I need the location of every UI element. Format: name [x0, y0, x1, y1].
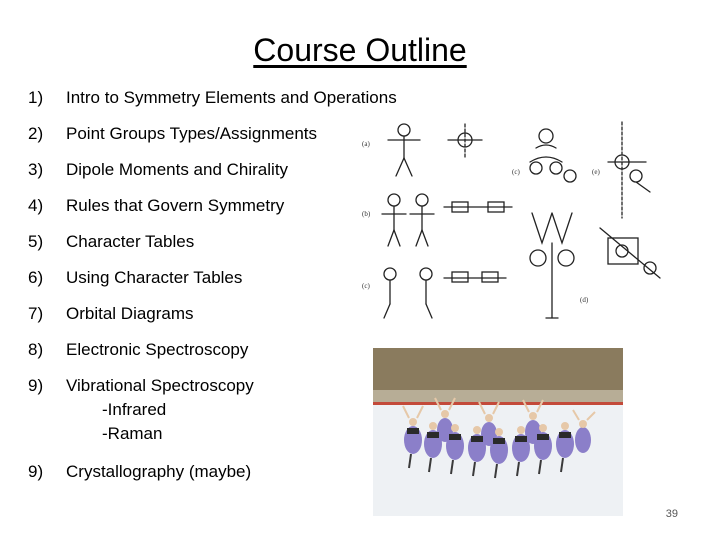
- symmetry-stick-figures-icon: [360, 118, 710, 323]
- item-text: Intro to Symmetry Elements and Operations: [66, 88, 397, 107]
- item-text: Character Tables: [66, 232, 195, 251]
- item-number: 9): [28, 376, 44, 395]
- item-number: 1): [28, 88, 44, 107]
- item-text: [66, 374, 254, 446]
- item-number: 9): [28, 462, 44, 481]
- item-number: 6): [28, 268, 44, 287]
- item-text: Dipole Moments and Chirality: [66, 160, 289, 179]
- item-text: Using Character Tables: [66, 268, 243, 287]
- item-text: Crystallography (maybe): [66, 462, 252, 481]
- item-subtext-infrared: -Infrared: [102, 400, 167, 419]
- item-number: 2): [28, 124, 44, 143]
- skating-team-photo: [373, 348, 623, 516]
- item-text: Electronic Spectroscopy: [66, 340, 249, 359]
- item-text: Point Groups Types/Assignments: [66, 124, 318, 143]
- item-subtext-raman: -Raman: [102, 424, 163, 443]
- diagram-label-b: (b): [362, 210, 371, 218]
- diagram-label-a: (a): [362, 140, 370, 148]
- item-text: Rules that Govern Symmetry: [66, 196, 285, 215]
- item-number: 7): [28, 304, 44, 323]
- symmetry-figures-illustration: [360, 118, 710, 323]
- item-main-text: Vibrational Spectroscopy: [66, 376, 254, 395]
- diagram-label-e: (e): [592, 168, 600, 176]
- synchronized-skating-photo-icon: [373, 348, 623, 516]
- diagram-label-d: (d): [580, 296, 589, 304]
- item-text: Orbital Diagrams: [66, 304, 194, 323]
- item-number: 3): [28, 160, 44, 179]
- diagram-label-c: (c): [362, 282, 370, 290]
- slide-title: Course Outline: [253, 32, 467, 68]
- item-number: 8): [28, 340, 44, 359]
- item-number: 4): [28, 196, 44, 215]
- item-number: 5): [28, 232, 44, 251]
- page-number: 39: [665, 508, 678, 520]
- diagram-label-c2: (c): [512, 168, 520, 176]
